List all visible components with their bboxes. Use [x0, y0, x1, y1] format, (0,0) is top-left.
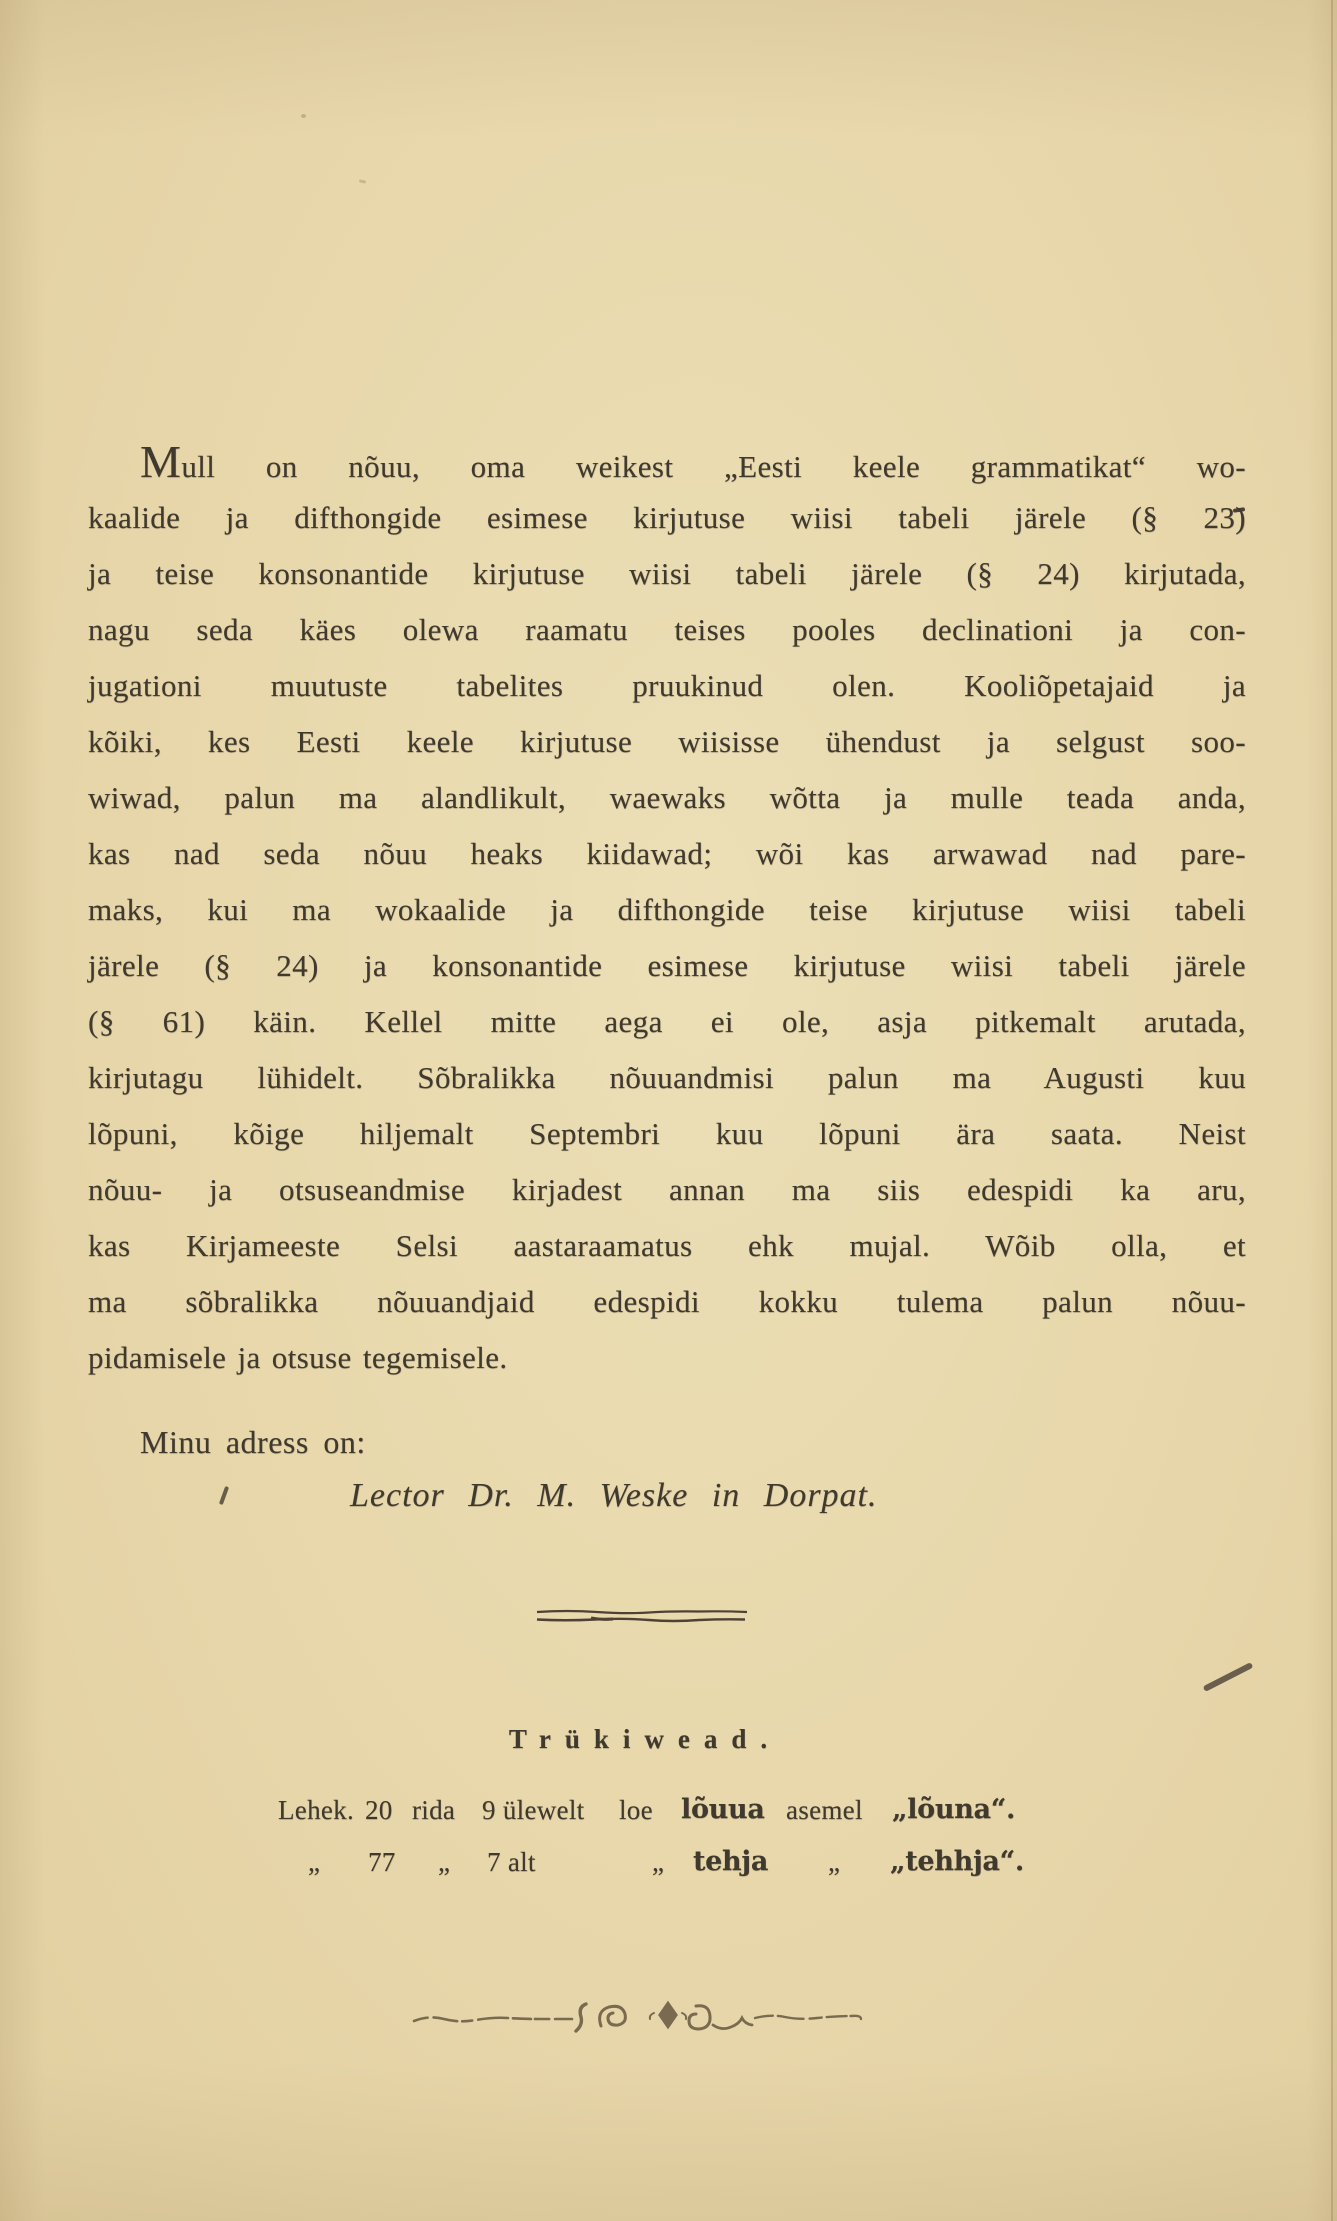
errata-row	[278, 1790, 1038, 1832]
text-line: pidamisele ja otsuse tegemisele.	[88, 1340, 508, 1375]
errata-cell: 20	[365, 1795, 393, 1825]
text-line-content: ull on nõuu, oma weikest „Eesti keele grammatikat“ wo-	[181, 449, 1246, 484]
text-line: kas nad seda nõuu heaks kiidawad; wõi kas arwawad nad pare-	[88, 836, 1246, 871]
ink-slash-mark	[1203, 1662, 1254, 1692]
errata-cell: loe	[619, 1795, 653, 1825]
address-label: Minu adress on:	[140, 1424, 366, 1460]
drop-initial: M	[140, 436, 182, 487]
ink-tick-mark	[219, 1486, 229, 1505]
text-line: järele (§ 24) ja konsonantide esimese kirjutuse wiisi tabeli järele	[88, 948, 1246, 983]
paper-speck	[359, 179, 366, 183]
text-line: nagu seda käes olewa raamatu teises pooles declinationi ja con-	[88, 612, 1246, 647]
errata-cell: lõuua	[681, 1794, 765, 1825]
errata-row	[278, 1842, 1038, 1884]
text-line: nõuu- ja otsuseandmise kirjadest annan ma siis edespidi ka aru,	[88, 1172, 1246, 1207]
errata-cell: „	[652, 1847, 665, 1877]
errata-cell: rida	[412, 1795, 456, 1825]
paper-speck	[301, 114, 306, 118]
errata-cell: 77	[368, 1847, 396, 1877]
text-line: jugationi muutuste tabelites pruukinud olen. Kooliõpetajaid ja	[88, 668, 1246, 703]
errata-cell: 7 alt	[487, 1847, 536, 1877]
errata-cell: 9 ülewelt	[482, 1795, 585, 1825]
section-divider-rule	[535, 1608, 747, 1624]
text-line: (§ 61) käin. Kellel mitte aega ei ole, asja pitkemalt arutada,	[88, 1004, 1246, 1039]
text-line: maks, kui ma wokaalide ja difthongide teise kirjutuse wiisi tabeli	[88, 892, 1246, 927]
text-line: kirjutagu lühidelt. Sõbralikka nõuuandmisi palun ma Augusti kuu	[88, 1060, 1246, 1095]
text-line: lõpuni, kõige hiljemalt Septembri kuu lõpuni ära saata. Neist	[88, 1116, 1246, 1151]
errata-cell: Lehek.	[278, 1795, 355, 1825]
text-line: ma sõbralikka nõuuandjaid edespidi kokku tulema palun nõuu-	[88, 1284, 1246, 1319]
page-edge-line	[1331, 0, 1333, 2221]
errata-cell: „	[308, 1847, 321, 1877]
text-line: kõiki, kes Eesti keele kirjutuse wiisisse ühendust ja selgust soo-	[88, 724, 1246, 759]
text-line	[88, 434, 1246, 490]
letter-body	[88, 434, 1246, 1386]
text-line: kas Kirjameeste Selsi aastaraamatus ehk mujal. Wõib olla, et	[88, 1228, 1246, 1263]
address-line: Lector Dr. M. Weske in Dorpat.	[350, 1477, 878, 1514]
errata-cell: „tehhja“.	[890, 1846, 1024, 1877]
text-line: ja teise konsonantide kirjutuse wiisi tabeli järele (§ 24) kirjutada,	[88, 556, 1246, 591]
text-line: wiwad, palun ma alandlikult, waewaks wõtta ja mulle teada anda,	[88, 780, 1246, 815]
text-line: kaalide ja difthongide esimese kirjutuse wiisi tabeli järele (§ 23)	[88, 500, 1246, 535]
errata-cell: „lõuna“.	[892, 1794, 1016, 1825]
errata-cell: „	[828, 1847, 841, 1877]
errata-cell: tehja	[693, 1846, 769, 1877]
errata-heading: Trükiwead.	[508, 1724, 782, 1754]
errata-cell: asemel	[786, 1795, 863, 1825]
errata-cell: „	[438, 1847, 451, 1877]
tailpiece-ornament	[410, 1998, 865, 2034]
